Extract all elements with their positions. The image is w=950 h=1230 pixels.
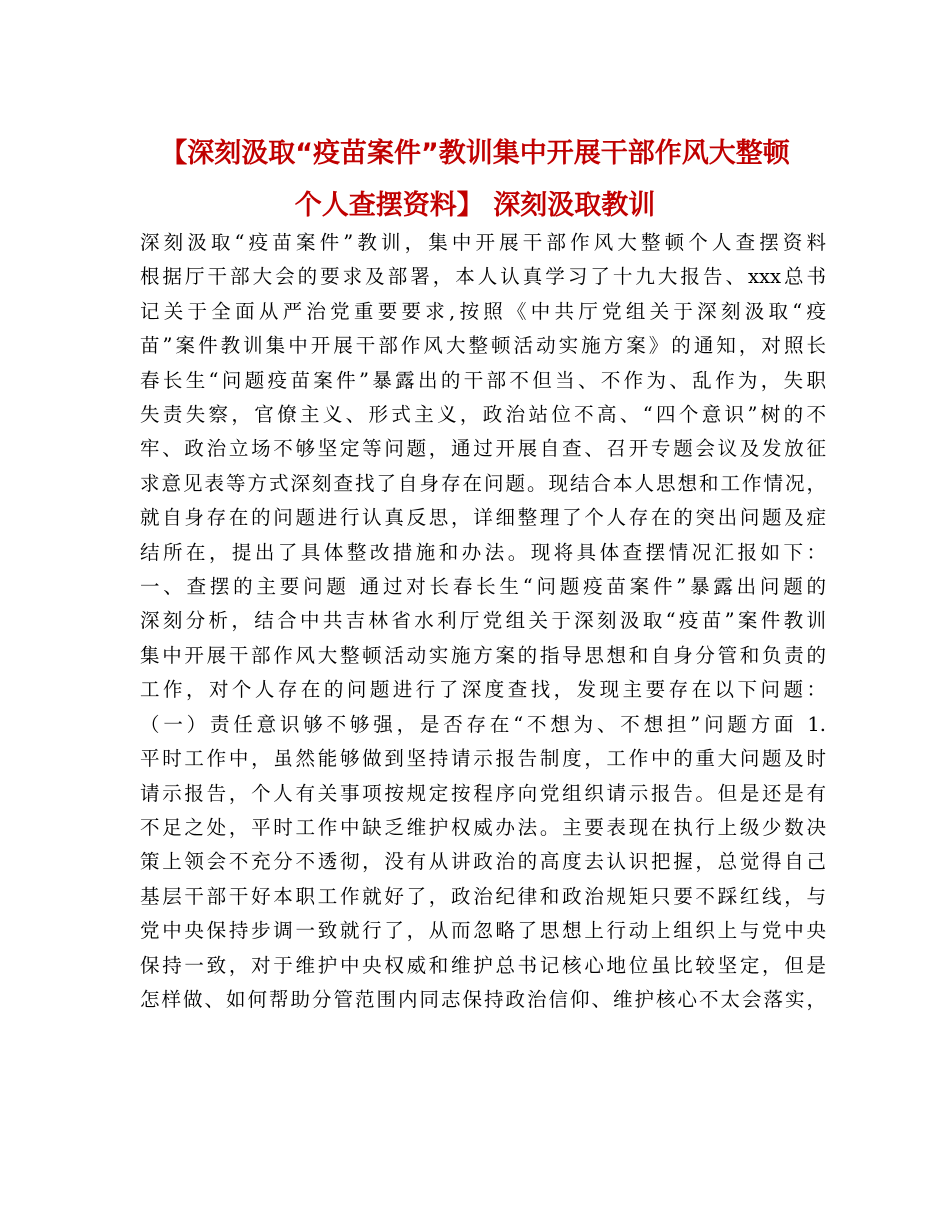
body-line: 工作，对个人存在的问题进行了深度查找，发现主要存在以下问题： — [140, 678, 826, 702]
title-line-1: 【深刻汲取“疫苗案件”教训集中开展干部作风大整顿 — [160, 138, 790, 169]
body-line: 基层干部干好本职工作就好了，政治纪律和政治规矩只要不踩红线，与 — [140, 884, 826, 908]
body-line: 结所在，提出了具体整改措施和办法。现将具体查摆情况汇报如下： — [140, 540, 826, 564]
body-line: 集中开展干部作风大整顿活动实施方案的指导思想和自身分管和负责的 — [140, 643, 826, 667]
body-line: 不足之处，平时工作中缺乏维护权威办法。主要表现在执行上级少数决 — [140, 815, 826, 839]
body-line: （一）责任意识够不够强，是否存在“不想为、不想担”问题方面 1. — [140, 712, 826, 736]
body-line: 请示报告，个人有关事项按规定按程序向党组织请示报告。但是还是有 — [140, 781, 826, 805]
body-line: 怎样做、如何帮助分管范围内同志保持政治信仰、维护核心不太会落实， — [140, 987, 826, 1011]
body-line: 春长生“问题疫苗案件”暴露出的干部不但当、不作为、乱作为，失职 — [140, 368, 826, 392]
body-line: 根据厅干部大会的要求及部署，本人认真学习了十九大报告、xxx总书 — [140, 265, 826, 289]
body-line: 保持一致，对于维护中央权威和维护总书记核心地位虽比较坚定，但是 — [140, 953, 826, 977]
title-line-2: 个人查摆资料】 深刻汲取教训 — [294, 190, 656, 221]
body-line: 深刻分析，结合中共吉林省水利厅党组关于深刻汲取“疫苗”案件教训 — [140, 609, 826, 633]
body-line: 深刻汲取“疫苗案件”教训，集中开展干部作风大整顿个人查摆资料 — [140, 231, 826, 254]
body-line: 策上领会不充分不透彻，没有从讲政治的高度去认识把握，总觉得自己 — [140, 850, 826, 874]
body-line: 党中央保持步调一致就行了，从而忽略了思想上行动上组织上与党中央 — [140, 919, 826, 943]
document-body — [140, 226, 826, 1017]
body-line: 苗”案件教训集中开展干部作风大整顿活动实施方案》的通知，对照长 — [140, 334, 826, 358]
body-line: 就自身存在的问题进行认真反思，详细整理了个人存在的突出问题及症 — [140, 506, 826, 530]
body-line: 失责失察，官僚主义、形式主义，政治站位不高、“四个意识”树的不 — [140, 403, 826, 427]
body-line: 一、查摆的主要问题 通过对长春长生“问题疫苗案件”暴露出问题的 — [140, 575, 826, 599]
body-line: 平时工作中，虽然能够做到坚持请示报告制度，工作中的重大问题及时 — [140, 747, 826, 771]
document-title — [130, 128, 820, 232]
body-line: 记关于全面从严治党重要要求,按照《中共厅党组关于深刻汲取“疫 — [140, 299, 826, 323]
body-line: 求意见表等方式深刻查找了自身存在问题。现结合本人思想和工作情况， — [140, 471, 826, 495]
body-line: 牢、政治立场不够坚定等问题，通过开展自查、召开专题会议及发放征 — [140, 437, 826, 461]
